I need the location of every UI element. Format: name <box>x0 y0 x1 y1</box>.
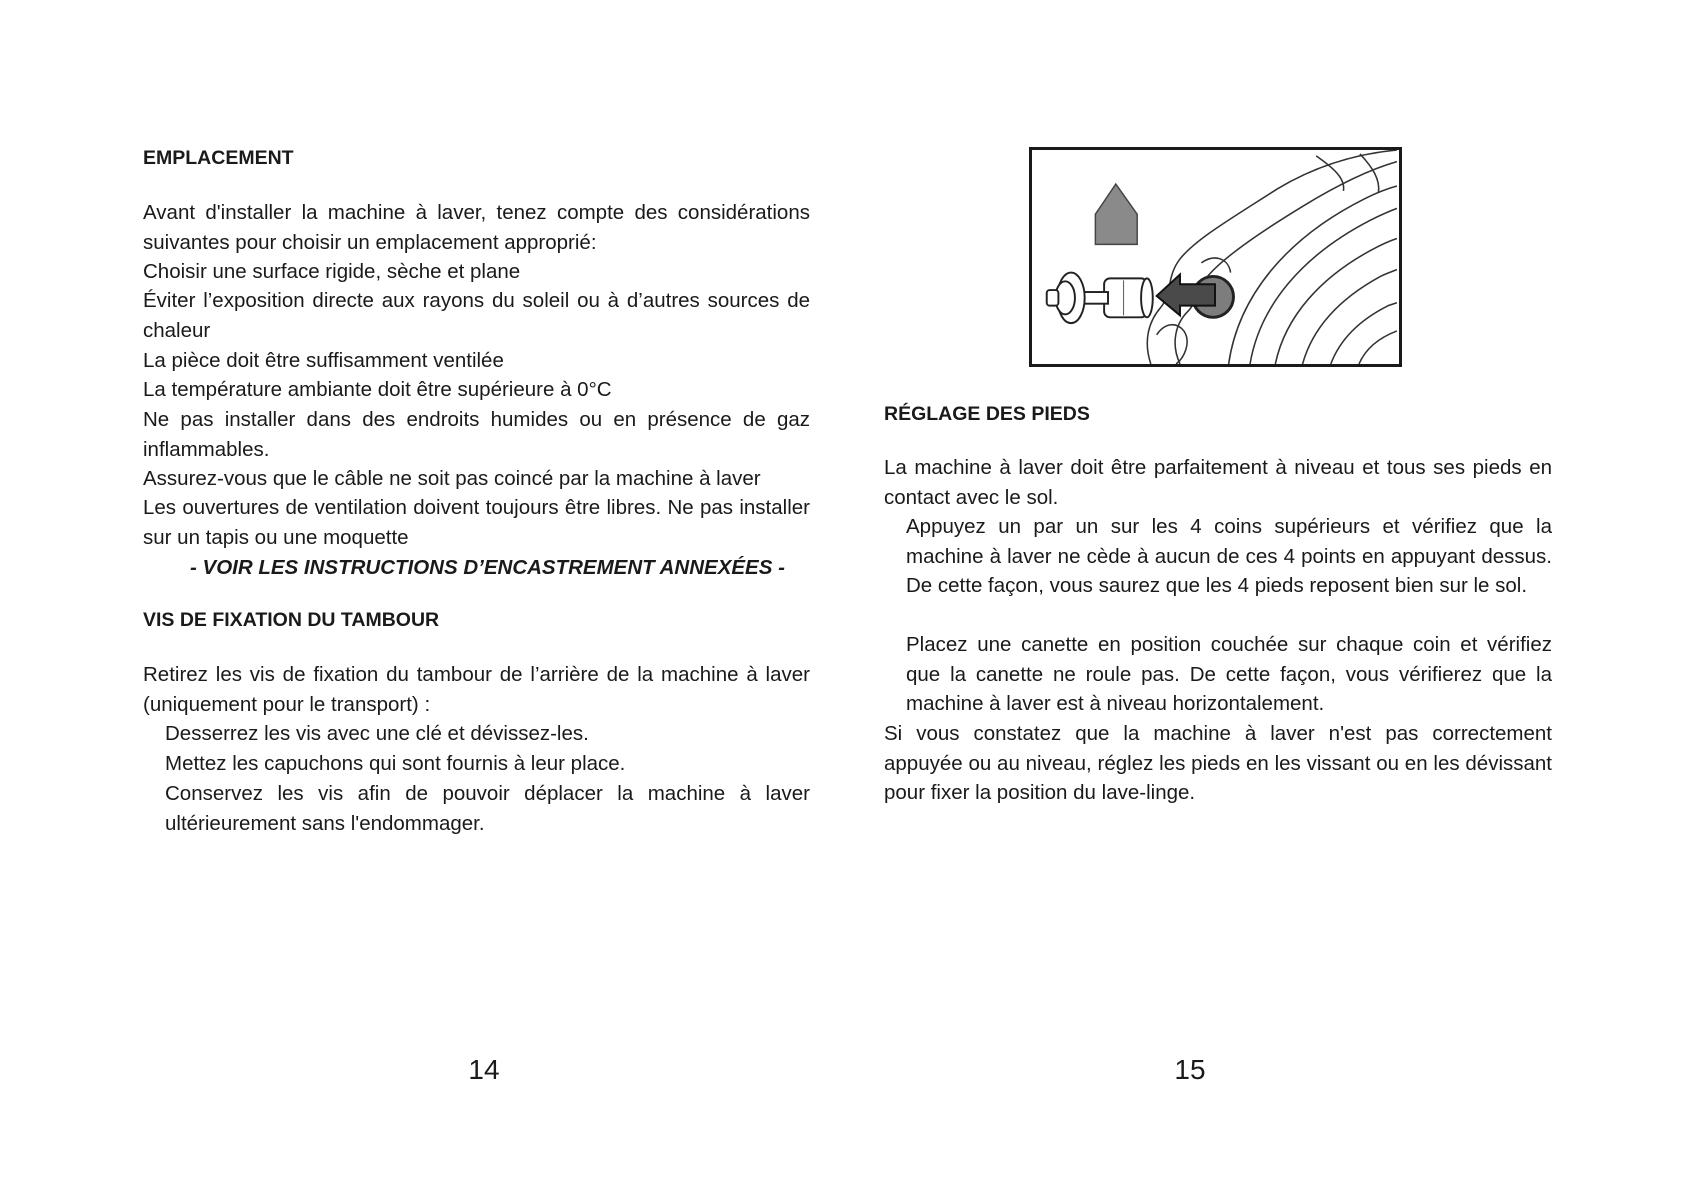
annex-instructions-note: - VOIR LES INSTRUCTIONS D’ENCASTREMENT ANNEXÉES - <box>190 556 785 579</box>
emplacement-item: Éviter l’exposition directe aux rayons du soleil ou à d’autres sources de chaleur <box>143 289 810 342</box>
feet-adjustment-step: Appuyez un par un sur les 4 coins supérieurs et vérifiez que la machine à laver ne cède à aucun de ces 4 points en appuyant dessus. De cette façon, vous saurez que les 4 pieds reposent bien sur le sol. <box>906 515 1552 597</box>
page-number-right: 15 <box>1174 1054 1206 1085</box>
section-title-feet-adjustment: RÉGLAGE DES PIEDS <box>884 403 1090 425</box>
emplacement-item: Assurez-vous que le câble ne soit pas coincé par la machine à laver <box>143 467 761 490</box>
emplacement-item: Ne pas installer dans des endroits humides ou en présence de gaz inflammables. <box>143 408 810 461</box>
drum-screws-intro: Retirez les vis de fixation du tambour de l’arrière de la machine à laver (uniquement pour le transport) : <box>143 663 810 716</box>
section-title-drum-screws: VIS DE FIXATION DU TAMBOUR <box>143 609 440 631</box>
emplacement-intro: Avant d'installer la machine à laver, tenez compte des considérations suivantes pour choisir un emplacement approprié: <box>143 201 810 254</box>
emplacement-item: Choisir une surface rigide, sèche et plane <box>143 260 521 283</box>
feet-adjustment-intro: La machine à laver doit être parfaitement à niveau et tous ses pieds en contact avec le sol. <box>884 456 1552 509</box>
drum-screw-removal-illustration <box>1029 147 1402 367</box>
drum-screws-step: Conservez les vis afin de pouvoir déplacer la machine à laver ultérieurement sans l'endommager. <box>165 782 810 835</box>
emplacement-item: Les ouvertures de ventilation doivent toujours être libres. Ne pas installer sur un tapis ou une moquette <box>143 496 810 549</box>
feet-adjustment-step: Placez une canette en position couchée sur chaque coin et vérifiez que la canette ne roule pas. De cette façon, vous vérifierez que la machine à laver est à niveau horizontalement. <box>906 633 1552 715</box>
section-title-emplacement: EMPLACEMENT <box>143 147 294 169</box>
drum-screws-step: Mettez les capuchons qui sont fournis à leur place. <box>165 752 626 775</box>
emplacement-item: La pièce doit être suffisamment ventilée <box>143 349 504 372</box>
emplacement-item: La température ambiante doit être supérieure à 0°C <box>143 378 612 401</box>
feet-adjustment-closing: Si vous constatez que la machine à laver n'est pas correctement appuyée ou au niveau, réglez les pieds en les vissant ou en les dévissant pour fixer la position du lave-linge. <box>884 722 1552 804</box>
page-number-left: 14 <box>468 1054 500 1085</box>
drum-screw-removal-icon <box>1032 150 1399 364</box>
drum-screws-step: Desserrez les vis avec une clé et dévissez-les. <box>165 722 589 745</box>
